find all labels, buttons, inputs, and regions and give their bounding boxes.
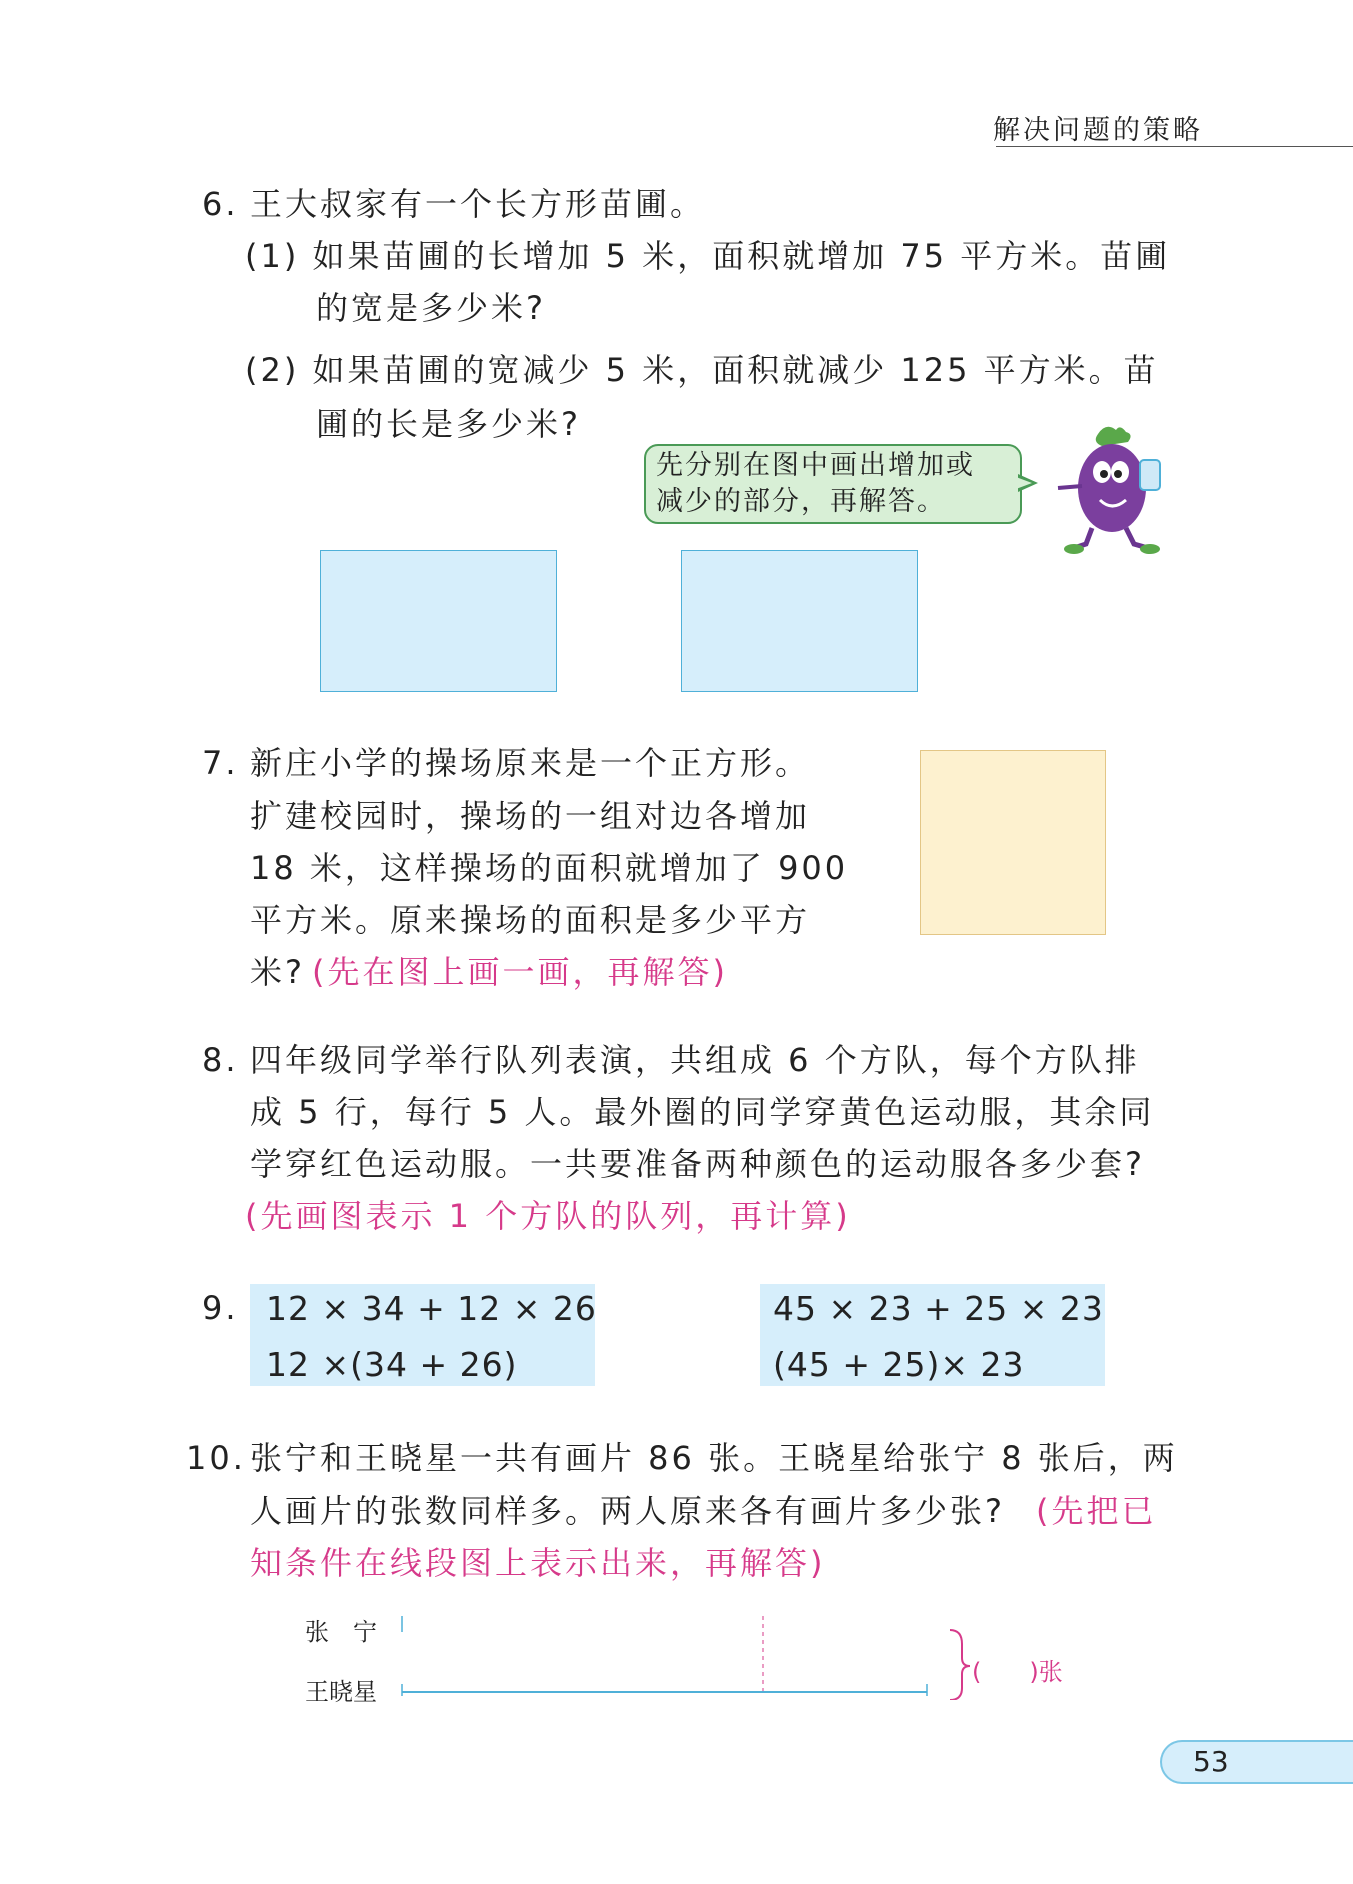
page-number: 53: [1193, 1745, 1229, 1778]
q6-part2-line1: (2) 如果苗圃的宽减少 5 米，面积就减少 125 平方米。苗: [245, 351, 1159, 389]
q6-part1-line2: 的宽是多少米?: [316, 289, 546, 327]
q10-line2: 人画片的张数同样多。两人原来各有画片多少张?: [250, 1492, 1005, 1530]
q6-rectangle-length: [320, 550, 557, 692]
q6-part2-line2: 圃的长是多少米?: [316, 405, 581, 443]
q6-number: 6.: [202, 185, 239, 223]
hint-bubble-tail-inner: [1016, 477, 1032, 489]
q7-number: 7.: [202, 744, 239, 782]
hint-line1: 先分别在图中画出增加或: [656, 450, 975, 481]
section-title: 解决问题的策略: [993, 115, 1203, 146]
q8-line1: 四年级同学举行队列表演，共组成 6 个方队，每个方队排: [250, 1041, 1140, 1079]
q7-line1: 新庄小学的操场原来是一个正方形。: [250, 744, 811, 782]
q9-left-expr2: 12 ×(34 + 26): [266, 1345, 518, 1384]
q6-stem: 王大叔家有一个长方形苗圃。: [250, 185, 706, 223]
q10-number: 10.: [186, 1439, 246, 1477]
q9-right-expr2: (45 + 25)× 23: [773, 1345, 1025, 1384]
q9-right-expr1: 45 × 23 + 25 × 23: [773, 1289, 1104, 1328]
q8-number: 8.: [202, 1041, 239, 1079]
q10-instruction-part2: 知条件在线段图上表示出来，再解答): [250, 1544, 826, 1582]
hint-line2: 减少的部分，再解答。: [656, 486, 946, 517]
q7-line3: 18 米，这样操场的面积就增加了 900: [250, 849, 849, 887]
q6-part1-line1: (1) 如果苗圃的长增加 5 米，面积就增加 75 平方米。苗圃: [245, 237, 1171, 275]
q10-line1: 张宁和王晓星一共有画片 86 张。王晓星给张宁 8 张后，两: [250, 1439, 1178, 1477]
header-rule: [996, 146, 1353, 147]
q8-line2: 成 5 行，每行 5 人。最外圈的同学穿黄色运动服，其余同: [250, 1093, 1155, 1131]
q8-line3: 学穿红色运动服。一共要准备两种颜色的运动服各多少套?: [250, 1145, 1145, 1183]
q6-rectangle-width: [681, 550, 918, 692]
line-segment-diagram: [390, 1610, 990, 1700]
q7-line4: 平方米。原来操场的面积是多少平方: [250, 901, 811, 939]
q7-playground-square: [920, 750, 1106, 935]
q7-line5-question: 米?: [250, 953, 305, 991]
q8-instruction: (先画图表示 1 个方队的队列，再计算): [245, 1197, 851, 1235]
answer-blank: ( )张: [972, 1658, 1063, 1686]
eggplant-mascot-icon: [1050, 420, 1180, 560]
label-wang-xiaoxing: 王晓星: [305, 1678, 377, 1706]
q7-line2: 扩建校园时，操场的一组对边各增加: [250, 797, 811, 835]
q9-number: 9.: [202, 1289, 239, 1327]
q9-left-expr1: 12 × 34 + 12 × 26: [266, 1289, 597, 1328]
label-zhang-ning: 张 宁: [305, 1618, 377, 1646]
page-number-tab: [1160, 1740, 1353, 1784]
q10-instruction-part1: (先把已: [1036, 1492, 1157, 1530]
q7-instruction: (先在图上画一画，再解答): [312, 953, 728, 991]
